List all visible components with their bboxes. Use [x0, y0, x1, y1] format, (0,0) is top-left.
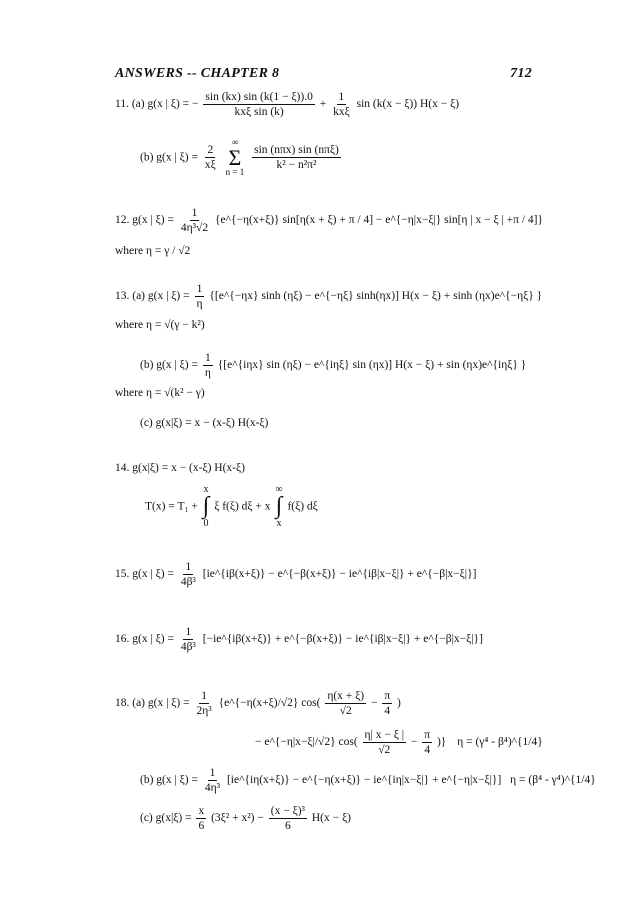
- denominator: 4η³√2: [180, 222, 209, 235]
- expression: {e^{−η(x+ξ)} sin[η(x + ξ) + π / 4] − e^{−η|x−ξ|} sin[η | x − ξ | +π / 4]}: [214, 214, 543, 227]
- integral: [203, 484, 210, 530]
- close-paren: )}: [436, 736, 447, 749]
- sum-upper: ∞: [231, 137, 239, 147]
- where-13a: where η = √(γ − k²): [115, 319, 205, 331]
- expression: g(x|ξ) = x − (x-ξ) H(x-ξ): [132, 462, 245, 474]
- fraction: [363, 729, 406, 756]
- problem-12: [115, 207, 543, 234]
- expression: {[e^{iηx} sin (ηξ) − e^{iηξ} sin (ηx)] H(x − ξ) + sin (ηx)e^{iηξ} }: [217, 359, 527, 372]
- fraction: [179, 207, 210, 234]
- denominator: √2: [378, 744, 391, 757]
- fraction: [179, 626, 198, 653]
- close-paren: ): [397, 697, 401, 710]
- label: (b): [140, 359, 154, 372]
- numerator: 1: [183, 626, 193, 640]
- fraction: [203, 767, 222, 794]
- numerator: η(x + ξ): [325, 690, 366, 704]
- label: (c): [140, 812, 153, 825]
- denominator: kxξ: [333, 106, 350, 119]
- chapter-heading: ANSWERS -- CHAPTER 8: [115, 66, 280, 81]
- numerator: (x − ξ)³: [269, 805, 307, 819]
- expression: − e^{−η|x−ξ|/√2} cos(: [255, 736, 358, 749]
- integral-sign: ∫: [202, 493, 210, 519]
- plus: +: [319, 98, 327, 111]
- denominator: 6: [198, 820, 205, 833]
- numerator: 1: [195, 283, 205, 297]
- denominator: k² − n²π²: [276, 159, 317, 172]
- denominator: 4β³: [180, 576, 196, 589]
- numerator: 1: [190, 207, 200, 221]
- denominator: 4: [384, 705, 391, 718]
- integral-upper: x: [203, 484, 209, 495]
- page-number: 712: [510, 66, 532, 81]
- numerator: 1: [199, 690, 209, 704]
- fraction: [194, 283, 204, 310]
- fraction: [179, 561, 198, 588]
- integral-lower: 0: [203, 517, 209, 529]
- problem-13b: [140, 352, 526, 379]
- problem-15: [115, 561, 476, 588]
- integral-sign: ∫: [275, 493, 283, 519]
- fraction: [203, 144, 218, 171]
- denominator: η: [196, 298, 203, 311]
- label: (b): [140, 151, 154, 164]
- tail: H(x − ξ): [311, 812, 351, 825]
- numerator: 1: [183, 561, 193, 575]
- denominator: 4β³: [180, 641, 196, 654]
- problem-18b: [140, 767, 596, 794]
- fraction: [331, 91, 352, 118]
- integral: [275, 484, 282, 530]
- problem-14: [115, 463, 245, 475]
- expression: [−ie^{iβ(x+ξ)} + e^{−β(x+ξ)} − ie^{iβ|x−ξ|} + e^{−β|x−ξ|}]: [202, 633, 483, 646]
- fraction: [194, 690, 213, 717]
- numerator: 1: [337, 91, 347, 105]
- eta-definition: η = (γ⁴ - β⁴)^{1/4}: [457, 736, 543, 749]
- expression: [ie^{iη(x+ξ)} − e^{−η(x+ξ)} − ie^{iη|x−ξ|} + e^{−η|x−ξ|}]: [226, 774, 502, 787]
- denominator: 2η³: [196, 705, 212, 718]
- integral-lower: x: [276, 517, 282, 529]
- lhs: g(x | ξ) =: [156, 359, 198, 372]
- sum-sign: Σ: [228, 144, 242, 170]
- denominator: 4η³: [204, 782, 221, 795]
- denominator: 4: [424, 744, 431, 757]
- lhs: g(x | ξ) =: [147, 697, 190, 710]
- lhs: g(x | ξ) =: [147, 290, 190, 303]
- numerator: π: [422, 729, 432, 743]
- fraction: [269, 805, 307, 832]
- numerator: x: [196, 805, 206, 819]
- expression: g(x|ξ) = x − (x-ξ) H(x-ξ): [155, 417, 269, 429]
- temperature-formula: [145, 484, 318, 530]
- minus: −: [410, 736, 418, 749]
- label: (c): [140, 417, 153, 429]
- fraction: [196, 805, 206, 832]
- problem-13c: [140, 418, 268, 430]
- denominator: 6: [284, 820, 291, 833]
- problem-16: [115, 626, 483, 653]
- integral-upper: ∞: [275, 484, 283, 495]
- integrand: ξ f(ξ) dξ + x: [214, 500, 271, 513]
- tail: sin (k(x − ξ)) H(x − ξ): [356, 98, 460, 111]
- numerator: η| x − ξ |: [363, 729, 406, 743]
- fraction: [325, 690, 366, 717]
- problem-18c: [140, 805, 351, 832]
- numerator: 1: [208, 767, 218, 781]
- expression: (3ξ² + x²) −: [211, 812, 264, 825]
- where-13b: where η = √(k² − γ): [115, 387, 205, 399]
- numerator: sin (kx) sin (k(1 − ξ)).0: [203, 91, 314, 105]
- lhs: g(x | ξ) =: [156, 151, 198, 164]
- denominator: η: [204, 367, 211, 380]
- problem-11b: [140, 138, 343, 178]
- problem-11a: [115, 91, 459, 118]
- problem-18a-line2: [255, 729, 543, 756]
- eta-definition: η = (β⁴ - γ⁴)^{1/4}: [510, 774, 596, 787]
- fraction: [203, 352, 213, 379]
- expression: [ie^{iβ(x+ξ)} − e^{−β(x+ξ)} − ie^{iβ|x−ξ|} + e^{−β|x−ξ|}]: [202, 568, 477, 581]
- label: 11. (a): [115, 98, 145, 111]
- expression: {[e^{−ηx} sinh (ηξ) − e^{−ηξ} sinh(ηx)] H(x − ξ) + sinh (ηx)e^{−ηξ} }: [209, 290, 543, 303]
- problem-13a: [115, 283, 542, 310]
- label: 13. (a): [115, 290, 146, 303]
- label: 15.: [115, 568, 130, 581]
- fraction: [422, 729, 432, 756]
- where-12: where η = γ / √2: [115, 245, 191, 257]
- denominator: xξ: [204, 159, 216, 172]
- lhs: g(x | ξ) =: [132, 214, 174, 227]
- numerator: 1: [203, 352, 213, 366]
- denominator: kxξ sin (k): [234, 106, 284, 119]
- lhs: g(x | ξ) = −: [147, 98, 199, 111]
- numerator: 2: [205, 144, 215, 158]
- label: (b): [140, 774, 154, 787]
- lhs: g(x | ξ) =: [156, 774, 198, 787]
- expression: {e^{−η(x+ξ)/√2} cos(: [218, 697, 321, 710]
- fraction: [203, 91, 314, 118]
- integrand: f(ξ) dξ: [287, 500, 318, 513]
- minus: −: [370, 697, 378, 710]
- problem-18a: [115, 690, 401, 717]
- lhs: g(x | ξ) =: [132, 568, 174, 581]
- fraction: [252, 144, 341, 171]
- numerator: sin (nπx) sin (nπξ): [252, 144, 341, 158]
- label: 12.: [115, 214, 130, 227]
- label: 16.: [115, 633, 130, 646]
- fraction: [382, 690, 392, 717]
- sum-lower: n = 1: [225, 166, 245, 177]
- lhs: T(x) = T₁ +: [145, 500, 198, 513]
- numerator: π: [382, 690, 392, 704]
- label: 14.: [115, 462, 130, 474]
- summation: [226, 138, 245, 178]
- lhs: g(x | ξ) =: [132, 633, 174, 646]
- lhs: g(x|ξ) =: [155, 812, 192, 825]
- label: 18. (a): [115, 697, 146, 710]
- denominator: √2: [339, 705, 352, 718]
